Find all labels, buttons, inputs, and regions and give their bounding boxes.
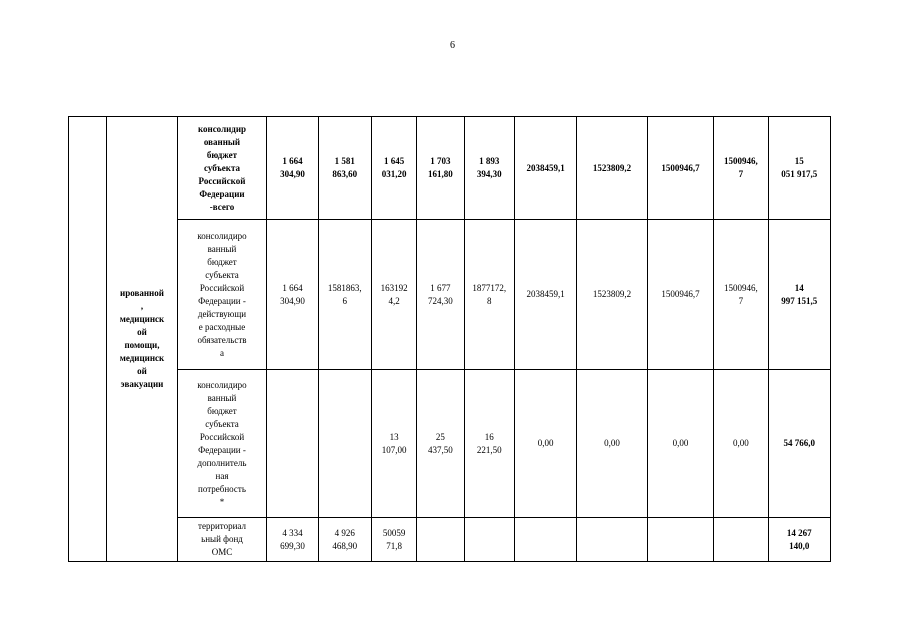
table-row xyxy=(69,220,831,370)
value-cell: 50059 71,8 xyxy=(371,518,416,562)
total-cell: 14 997 151,5 xyxy=(768,220,831,370)
table-row xyxy=(69,117,831,220)
value-cell: 0,00 xyxy=(647,370,713,518)
value-cell: 16 221,50 xyxy=(464,370,514,518)
value-cell: 1877172, 8 xyxy=(464,220,514,370)
value-cell xyxy=(267,370,318,518)
value-cell: 1500946,7 xyxy=(647,117,713,220)
total-cell: 15 051 917,5 xyxy=(768,117,831,220)
value-cell: 1 581 863,60 xyxy=(318,117,371,220)
value-cell xyxy=(318,370,371,518)
value-cell: 0,00 xyxy=(514,370,576,518)
value-cell: 1 677 724,30 xyxy=(417,220,464,370)
value-cell xyxy=(577,518,647,562)
total-cell: 14 267 140,0 xyxy=(768,518,831,562)
value-cell: 4 926 468,90 xyxy=(318,518,371,562)
value-cell: 0,00 xyxy=(577,370,647,518)
source-label: консолидир ованный бюджет субъекта Российской Федерации -всего xyxy=(177,117,267,220)
total-cell: 54 766,0 xyxy=(768,370,831,518)
value-cell: 1 664 304,90 xyxy=(267,117,318,220)
value-cell: 25 437,50 xyxy=(417,370,464,518)
value-cell: 1523809,2 xyxy=(577,117,647,220)
direction-cell xyxy=(107,117,177,562)
value-cell xyxy=(514,518,576,562)
value-cell xyxy=(417,518,464,562)
value-cell xyxy=(464,518,514,562)
value-cell: 0,00 xyxy=(714,370,768,518)
value-cell xyxy=(647,518,713,562)
value-cell xyxy=(714,518,768,562)
direction-text: ированной , медицинск ой помощи, медицинск ой эвакуации xyxy=(119,288,165,389)
source-label: территориал ьный фонд ОМС xyxy=(177,518,267,562)
value-cell: 1523809,2 xyxy=(577,220,647,370)
value-cell: 13 107,00 xyxy=(371,370,416,518)
table-row xyxy=(69,518,831,562)
source-label: консолидиро ванный бюджет субъекта Российской Федерации - действующи е расходные обязательств а xyxy=(177,220,267,370)
value-cell: 1 645 031,20 xyxy=(371,117,416,220)
value-cell: 1 703 161,80 xyxy=(417,117,464,220)
value-cell: 1581863, 6 xyxy=(318,220,371,370)
value-cell: 1 893 394,30 xyxy=(464,117,514,220)
value-cell: 4 334 699,30 xyxy=(267,518,318,562)
table-row xyxy=(69,370,831,518)
budget-table xyxy=(68,116,831,562)
value-cell: 1500946, 7 xyxy=(714,117,768,220)
source-label: консолидиро ванный бюджет субъекта Российской Федерации - дополнитель ная потребность * xyxy=(177,370,267,518)
value-cell: 163192 4,2 xyxy=(371,220,416,370)
value-cell: 2038459,1 xyxy=(514,117,576,220)
program-cell xyxy=(69,117,107,562)
value-cell: 1500946,7 xyxy=(647,220,713,370)
page-number: 6 xyxy=(450,40,455,51)
value-cell: 1 664 304,90 xyxy=(267,220,318,370)
value-cell: 2038459,1 xyxy=(514,220,576,370)
value-cell: 1500946, 7 xyxy=(714,220,768,370)
